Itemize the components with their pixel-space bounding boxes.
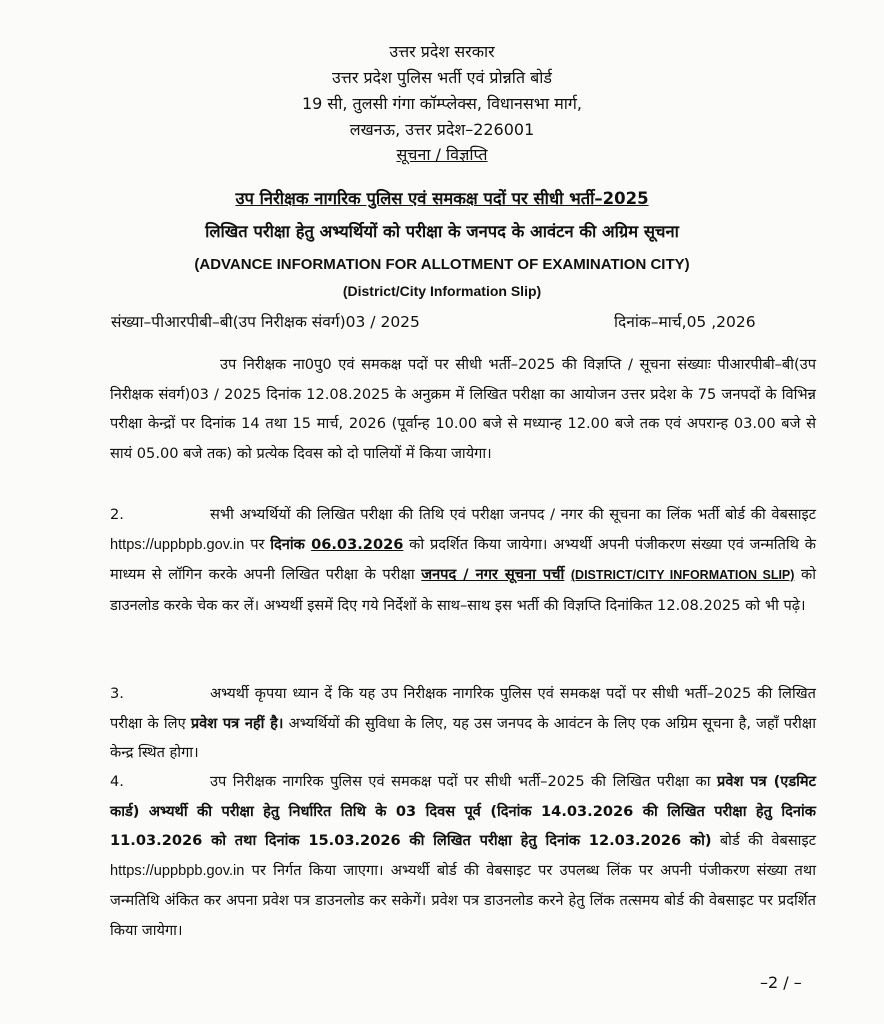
recruitment-title: उप निरीक्षक नागरिक पुलिस एवं समकक्ष पदों पर सीधी भर्ती–2025 bbox=[235, 189, 649, 208]
header-city: लखनऊ, उत्तर प्रदेश–226001 bbox=[349, 120, 535, 139]
paragraph-2-bold-date-label: दिनांक bbox=[270, 535, 312, 553]
paragraph-4-text-2: बोर्ड की वेबसाइट bbox=[711, 832, 816, 849]
paragraph-2-number: 2. bbox=[110, 506, 124, 523]
website-link[interactable]: https://uppbpb.gov.in bbox=[110, 536, 245, 553]
paragraph-3-bold: प्रवेश पत्र नहीं है। bbox=[190, 714, 284, 732]
paragraph-2-date: 06.03.2026 bbox=[311, 535, 404, 553]
english-title: (ADVANCE INFORMATION FOR ALLOTMENT OF EXAMINATION CITY) bbox=[194, 256, 690, 273]
paragraph-3 bbox=[110, 679, 816, 768]
english-subtitle: (District/City Information Slip) bbox=[342, 283, 542, 299]
paragraph-3-text-1: अभ्यर्थी कृपया ध्यान दें कि यह उप निरीक्षक नागरिक पुलिस एवं समकक्ष पदों पर सीधी भर्ती–2025 की लिखित परीक्षा के लिए bbox=[110, 685, 816, 732]
slip-name-english: (DISTRICT/CITY INFORMATION SLIP) bbox=[570, 568, 795, 582]
paragraph-2-text-4: को डाउनलोड करके चेक कर लें। अभ्यर्थी इसमें दिए गये निर्देशों के साथ–साथ इस भर्ती की विज्ञप्ति दिनांकित 12.08.2025 को भी पढ़े। bbox=[110, 566, 817, 614]
paragraph-2-text-2: पर bbox=[244, 535, 271, 553]
reference-date: दिनांक–मार्च,05 ,2026 bbox=[614, 313, 756, 331]
slip-name-hindi: जनपद / नगर सूचना पर्ची bbox=[421, 566, 565, 583]
paragraph-3-text-2: अभ्यर्थियों की सुविधा के लिए, यह उस जनपद के आवंटन के लिए एक अग्रिम सूचना है, जहॉं परीक्षा केन्द्र स्थित होगा। bbox=[110, 714, 816, 761]
page-number: –2 / – bbox=[760, 973, 802, 992]
paragraph-2-text-3: को प्रदर्शित किया जायेगा। अभ्यर्थी अपनी पंजीकरण संख्या एवं जन्मतिथि के माध्यम से लॉगिन करके अपनी लिखित परीक्षा के परीक्षा bbox=[110, 535, 816, 583]
paragraph-4 bbox=[110, 767, 816, 945]
paragraph-2 bbox=[110, 500, 816, 620]
paragraph-4-text-3: पर निर्गत किया जाएगा। अभ्यर्थी बोर्ड की वेबसाइट पर उपलब्ध लिंक पर अपनी पंजीकरण संख्या तथा जन्मतिथि अंकित कर अपना प्रवेश पत्र डाउनलोड कर सकेगें। प्रवेश पत्र डाउनलोड करने हेतु लिंक तत्समय बोर्ड की वेबसाइट पर प्रदर्शित किया जायेगा। bbox=[110, 861, 816, 939]
header-address: 19 सी, तुलसी गंगा कॉम्प्लेक्स, विधानसभा मार्ग, bbox=[301, 94, 583, 113]
notice-subtitle: लिखित परीक्षा हेतु अभ्यर्थियों को परीक्षा के जनपद के आवंटन की अग्रिम सूचना bbox=[205, 222, 679, 241]
paragraph-1 bbox=[110, 350, 816, 468]
reference-number: संख्या–पीआरपीबी–बी(उप निरीक्षक संवर्ग)03 / 2025 bbox=[111, 313, 420, 331]
notice-label: सूचना / विज्ञप्ति bbox=[396, 145, 488, 164]
paragraph-4-bold: प्रवेश पत्र (एडमिट कार्ड) अभ्यर्थी की परीक्षा हेतु निर्धारित तिथि के 03 दिवस पूर्व (दिनांक 14.03.2026 की लिखित परीक्षा हेतु दिनांक 11.03.2026 को तथा दिनांक 15.03.2026 की लिखित परीक्षा हेतु दिनांक 12.03.2026 को) bbox=[110, 773, 816, 849]
paragraph-2-text-1: सभी अभ्यर्थियों की लिखित परीक्षा की तिथि एवं परीक्षा जनपद / नगर की सूचना का लिंक भर्ती बोर्ड की वेबसाइट bbox=[210, 506, 816, 523]
paragraph-4-number: 4. bbox=[110, 773, 124, 790]
header-board: उत्तर प्रदेश पुलिस भर्ती एवं प्रोन्नति बोर्ड bbox=[332, 68, 552, 87]
paragraph-3-number: 3. bbox=[110, 685, 124, 702]
paragraph-4-text-1: उप निरीक्षक नागरिक पुलिस एवं समकक्ष पदों पर सीधी भर्ती–2025 की लिखित परीक्षा का bbox=[210, 773, 718, 790]
paragraph-1-text: उप निरीक्षक ना0पु0 एवं समकक्ष पदों पर सीधी भर्ती–2025 की विज्ञप्ति / सूचना संख्याः पीआरपीबी–बी(उप निरीक्षक संवर्ग)03 / 2025 दिनांक 12.08.2025 के अनुक्रम में लिखित परीक्षा का आयोजन उत्तर प्रदेश के 75 जनपदों के विभिन्न परीक्षा केन्द्रों पर दिनांक 14 तथा 15 मार्च, 2026 (पूर्वान्ह 10.00 बजे से मध्यान्ह 12.00 बजे तक एवं अपरान्ह 03.00 बजे से सायं 05.00 बजे तक) को प्रत्येक दिवस को दो पालियों में किया जायेगा। bbox=[110, 356, 816, 462]
website-link-2[interactable]: https://uppbpb.gov.in bbox=[110, 862, 245, 879]
header-govt: उत्तर प्रदेश सरकार bbox=[389, 42, 495, 61]
